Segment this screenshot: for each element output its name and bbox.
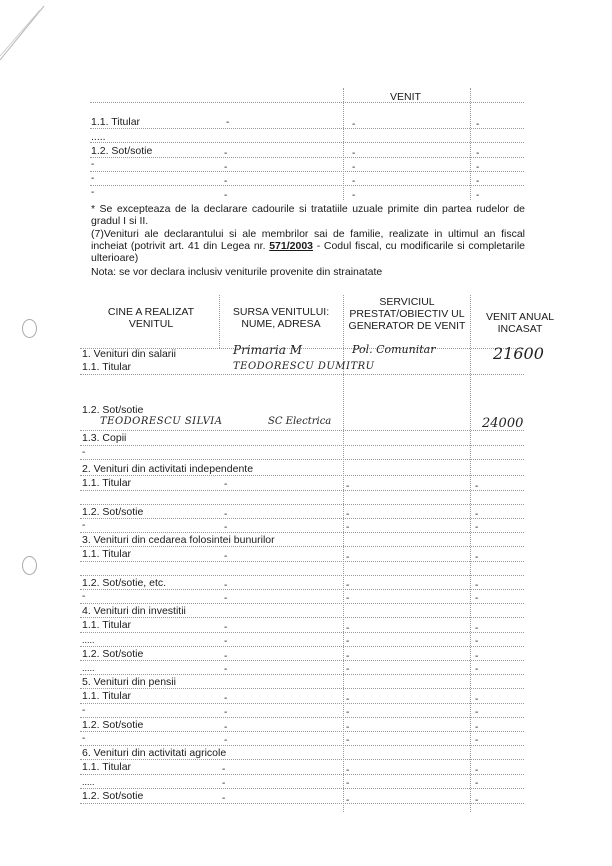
cell-value: - (224, 622, 228, 633)
section-agricultural: 6. Venituri din activitati agricole (82, 747, 227, 759)
cell-value: - (224, 580, 228, 591)
section-salaries: 1. Venituri din salarii (82, 348, 176, 360)
exception-note: * Se excepteaza de la declarare cadourile si tratatiile uzuale primite din partea rudelor de gradul I si II. (91, 203, 525, 227)
cell-value: - (346, 795, 350, 806)
cell-value: - (475, 636, 479, 647)
row-label: 1.1. Titular (82, 477, 132, 489)
cell-value: - (224, 479, 228, 490)
cell-value: - (346, 552, 350, 563)
cell-value: - (346, 722, 350, 733)
cell-value: - (224, 651, 228, 662)
cell-value: - (224, 636, 228, 647)
cell-value: - (475, 694, 479, 705)
cell-value: - (224, 190, 228, 201)
cell-value: - (346, 580, 350, 591)
cell-value: - (475, 664, 479, 675)
cell-value: - (346, 707, 350, 718)
cell-value: - (224, 509, 228, 520)
punch-hole-mark (22, 319, 37, 338)
cell-value: - (224, 707, 228, 718)
row-label: - (82, 520, 86, 531)
cell-value: - (346, 651, 350, 662)
cell-value: - (475, 651, 479, 662)
handwritten-spouse-name: TEODORESCU SILVIA (100, 416, 223, 427)
cell-value: - (352, 190, 356, 201)
cell-value: - (475, 522, 479, 533)
row-label: 1.1. Titular (82, 619, 132, 631)
row-label: 1.1. Titular (82, 361, 132, 373)
header-source: SURSA VENITULUI: NUME, ADRESA (232, 306, 330, 330)
section-pensions: 5. Venituri din pensii (82, 676, 176, 688)
handwritten-service: Pol. Comunitar (352, 343, 436, 356)
cell-value: - (476, 176, 480, 187)
row-label: 1.1. Titular (82, 690, 132, 702)
row-label: ..... (91, 131, 106, 143)
foreign-income-note: Nota: se vor declara inclusiv veniturile provenite din strainatate (91, 266, 383, 278)
row-label: - (91, 173, 95, 184)
cell-value: - (352, 119, 356, 130)
cell-value: - (224, 735, 228, 746)
cell-value: - (475, 722, 479, 733)
header-who: CINE A REALIZAT VENITUL (107, 306, 195, 330)
cell-value: - (346, 481, 350, 492)
row-label: 1.2. Sot/sotie (91, 145, 153, 157)
cell-value: - (224, 551, 228, 562)
law-number: 571/2003 (269, 240, 313, 252)
cell-value: - (475, 795, 479, 806)
row-label: - (91, 159, 95, 170)
row-label: - (82, 705, 86, 716)
cell-value: - (346, 765, 350, 776)
section-investments: 4. Venituri din investitii (82, 605, 186, 617)
cell-value: - (475, 778, 479, 789)
section-property-use: 3. Venituri din cedarea folosintei bunurilor (82, 534, 275, 546)
cell-value: - (226, 117, 230, 128)
cell-value: - (476, 162, 480, 173)
section-7-text-end: - Codul fiscal, cu modificarile si completarile ulterioare) (91, 240, 525, 264)
cell-value: - (475, 509, 479, 520)
row-label: ..... (82, 663, 95, 673)
cell-value: - (346, 735, 350, 746)
cell-value: - (475, 735, 479, 746)
row-label: 1.2. Sot/sotie (82, 719, 144, 731)
cell-value: - (224, 162, 228, 173)
handwritten-amount: 21600 (493, 344, 544, 363)
row-label: 1.2. Sot/sotie (82, 506, 144, 518)
cell-value: - (222, 764, 226, 775)
row-label: 1.1. Titular (91, 116, 141, 128)
cell-value: - (352, 176, 356, 187)
punch-hole-mark (22, 556, 37, 575)
row-label: ..... (82, 777, 95, 787)
cell-value: - (224, 693, 228, 704)
cell-value: - (346, 664, 350, 675)
row-label: 1.2. Sot/sotie, etc. (82, 577, 167, 589)
cell-value: - (476, 190, 480, 201)
header-service: SERVICIUL PRESTAT/OBIECTIV UL GENERATOR DE VENIT (348, 296, 466, 332)
cell-value: - (475, 707, 479, 718)
section-7-text: (7)Venituri ale declarantului si ale membrilor sai de familie, realizate in ultimul an fiscal incheiat (potrivit art. 41 din Legea nr. (91, 228, 525, 252)
cell-value: - (224, 148, 228, 159)
row-label: 1.1. Titular (82, 548, 132, 560)
cell-value: - (346, 509, 350, 520)
cell-value: - (346, 694, 350, 705)
cell-value: - (346, 522, 350, 533)
handwritten-spouse-service: SC Electrica (268, 416, 332, 427)
handwritten-titular-name: TEODORESCU DUMITRU (233, 361, 375, 372)
row-label: - (82, 733, 86, 744)
row-label: 1.1. Titular (82, 761, 132, 773)
cell-value: - (475, 552, 479, 563)
cell-value: - (475, 623, 479, 634)
cell-value: - (346, 623, 350, 634)
row-label: - (91, 187, 95, 198)
cell-value: - (475, 481, 479, 492)
cell-value: - (346, 593, 350, 604)
handwritten-source: Primaria M (233, 343, 303, 357)
cell-value: - (475, 593, 479, 604)
row-label: 1.2. Sot/sotie (82, 404, 144, 416)
venit-header: VENIT (390, 91, 421, 103)
cell-value: - (476, 148, 480, 159)
row-label: 1.3. Copii (82, 432, 127, 444)
row-label: 1.2. Sot/sotie (82, 790, 144, 802)
cell-value: - (224, 593, 228, 604)
cell-value: - (224, 722, 228, 733)
section-independent: 2. Venituri din activitati independente (82, 463, 254, 475)
section-7-heading (91, 228, 525, 264)
cell-value: - (224, 664, 228, 675)
scan-corner-fold (0, 0, 50, 60)
cell-value: - (475, 580, 479, 591)
cell-value: - (476, 119, 480, 130)
row-label: - (82, 447, 86, 458)
cell-value: - (475, 765, 479, 776)
cell-value: - (352, 162, 356, 173)
cell-value: - (224, 176, 228, 187)
cell-value: - (352, 148, 356, 159)
row-label: ..... (82, 635, 95, 645)
row-label: - (82, 591, 86, 602)
header-annual-income: VENIT ANUAL INCASAT (485, 311, 555, 335)
row-label: 1.2. Sot/sotie (82, 648, 144, 660)
cell-value: - (222, 793, 226, 804)
cell-value: - (346, 778, 350, 789)
cell-value: - (222, 778, 226, 789)
cell-value: - (346, 636, 350, 647)
cell-value: - (224, 522, 228, 533)
handwritten-spouse-amount: 24000 (482, 416, 524, 431)
